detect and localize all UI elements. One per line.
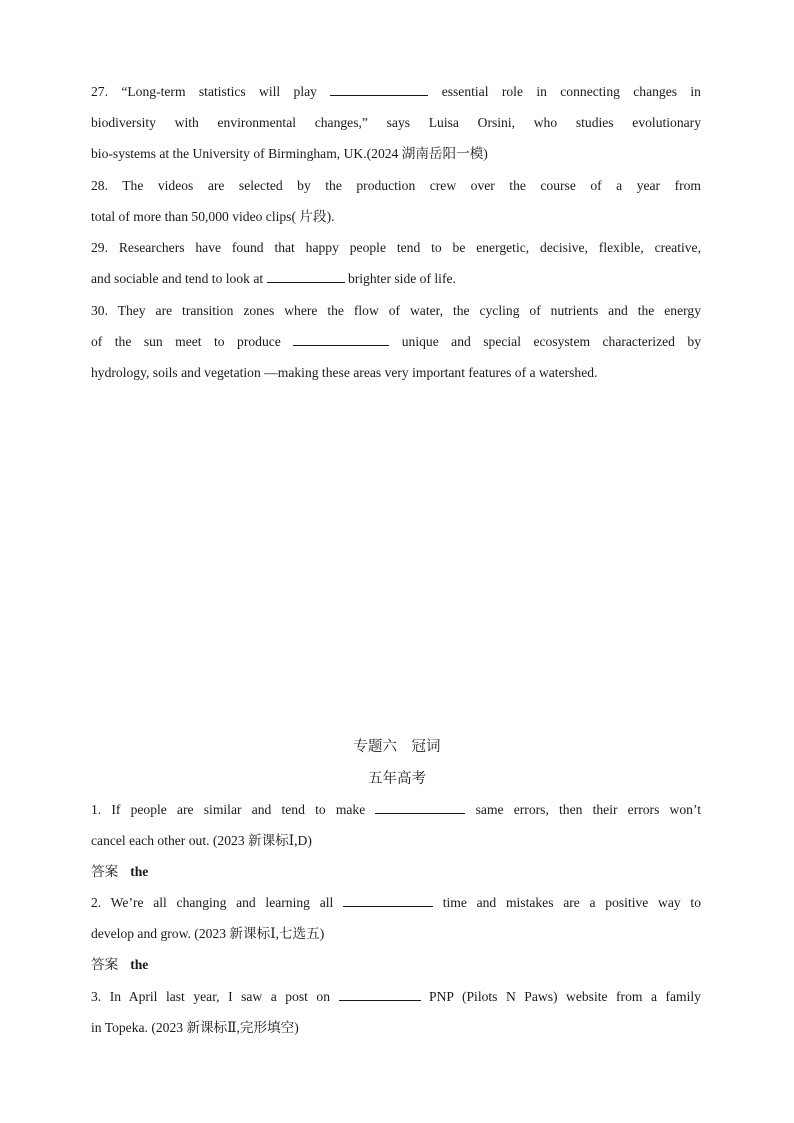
exam-question-2 [91,887,701,981]
section-title: 专题六 冠词 [353,739,441,755]
exam-question-2-line-2: develop and grow. (2023 新课标Ⅰ,七选五) [91,926,325,942]
question-27 [91,76,701,170]
exam-question-1-line-2: cancel each other out. (2023 新课标Ⅰ,D) [91,833,312,849]
exam-question-3-line-2: in Topeka. (2023 新课标Ⅱ,完形填空) [91,1020,299,1036]
question-30 [91,295,701,389]
exam-answer-2: 答案 the [91,957,149,973]
question-28 [91,170,701,232]
question-28-line-1: 28. The videos are selected by the production crew over the course of a year from [91,178,701,193]
answer-blank [293,334,389,346]
exam-question-3 [91,981,701,1043]
answer-blank [375,802,465,814]
exam-answer-1: 答案 the [91,864,149,880]
exam-question-2-line-1: 2. We’re all changing and learning all time and mistakes are a positive way to [91,895,701,910]
question-30-line-1: 30. They are transition zones where the flow of water, the cycling of nutrients and the energy [91,303,701,318]
question-28-line-2: total of more than 50,000 video clips( 片段). [91,209,335,225]
answer-blank [339,989,421,1001]
question-29-line-2: and sociable and tend to look at brighter side of life. [91,271,456,287]
exam-question-3-line-1: 3. In April last year, I saw a post on PNP (Pilots N Paws) website from a family [91,989,701,1004]
exam-question-1-line-1: 1. If people are similar and tend to make same errors, then their errors won’t [91,802,702,817]
question-30-line-3: hydrology, soils and vegetation —making these areas very important features of a watershed. [91,365,598,381]
question-29-line-1: 29. Researchers have found that happy people tend to be energetic, decisive, flexible, creative, [91,240,701,255]
question-27-line-2: biodiversity with environmental changes,” says Luisa Orsini, who studies evolutionary [91,115,701,131]
exam-question-1 [91,794,701,888]
question-27-line-1: 27. “Long-term statistics will play essential role in connecting changes in [91,84,701,99]
question-27-line-3: bio-systems at the University of Birmingham, UK.(2024 湖南岳阳一模) [91,146,488,162]
question-29 [91,232,701,294]
section-subtitle: 五年高考 [368,771,426,787]
answer-blank [267,271,345,283]
answer-blank [330,84,428,96]
answer-blank [343,895,433,907]
question-30-line-2: of the sun meet to produce unique and special ecosystem characterized by [91,334,701,350]
